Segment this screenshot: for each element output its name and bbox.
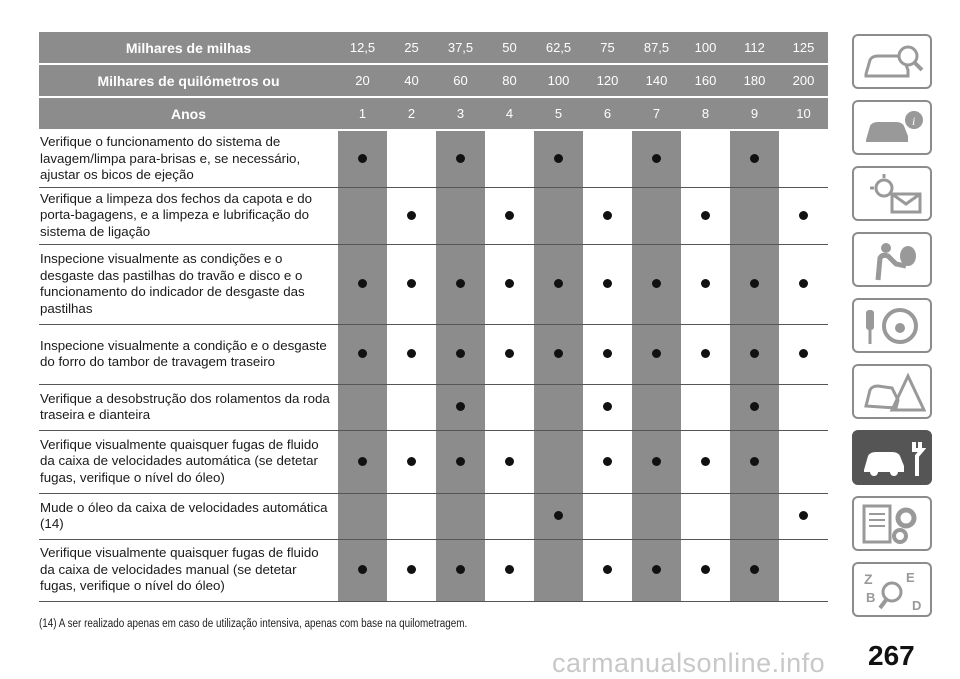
header-years-value: 1 — [338, 97, 387, 130]
schedule-cell — [338, 130, 387, 187]
header-miles-value: 12,5 — [338, 32, 387, 64]
schedule-cell — [387, 130, 436, 187]
schedule-cell — [681, 130, 730, 187]
header-years-value: 2 — [387, 97, 436, 130]
header-km-value: 40 — [387, 64, 436, 97]
service-dot-icon — [456, 565, 465, 574]
schedule-cell — [730, 384, 779, 430]
schedule-cell — [583, 384, 632, 430]
chapter-tab-key-steering-wheel[interactable] — [852, 298, 932, 353]
schedule-cell — [632, 130, 681, 187]
task-description: Inspecione visualmente as condições e o desgaste das pastilhas do travão e disco e o funcionamento do indicador de desgaste das pastilhas — [39, 244, 338, 324]
chapter-tab-airbag-seat[interactable] — [852, 232, 932, 287]
table-row — [39, 244, 828, 324]
schedule-cell — [338, 493, 387, 539]
schedule-cell — [485, 493, 534, 539]
schedule-cell — [387, 324, 436, 384]
schedule-cell — [730, 244, 779, 324]
schedule-cell — [632, 187, 681, 244]
task-description: Mude o óleo da caixa de velocidades automática (14) — [39, 493, 338, 539]
service-dot-icon — [407, 565, 416, 574]
table-row — [39, 324, 828, 384]
schedule-cell — [387, 244, 436, 324]
schedule-cell — [485, 324, 534, 384]
schedule-cell — [436, 130, 485, 187]
schedule-cell — [779, 244, 828, 324]
page-number: 267 — [868, 640, 915, 671]
schedule-cell — [387, 430, 436, 493]
schedule-cell — [730, 430, 779, 493]
schedule-cell — [681, 539, 730, 601]
schedule-cell — [730, 187, 779, 244]
service-dot-icon — [456, 349, 465, 358]
header-years-value: 3 — [436, 97, 485, 130]
schedule-cell — [387, 384, 436, 430]
chapter-tab-specifications-gear[interactable] — [852, 496, 932, 551]
footnote: (14) A ser realizado apenas em caso de utilização intensiva, apenas com base na quilometragem. — [39, 618, 468, 630]
service-dot-icon — [456, 402, 465, 411]
service-dot-icon — [358, 279, 367, 288]
header-miles-value: 62,5 — [534, 32, 583, 64]
schedule-cell — [338, 430, 387, 493]
schedule-cell — [681, 324, 730, 384]
task-description: Verifique a limpeza dos fechos da capota e do porta-bagagens, e a limpeza e lubrificação do sistema de ligação — [39, 187, 338, 244]
header-km-value: 80 — [485, 64, 534, 97]
schedule-cell — [338, 187, 387, 244]
header-km-value: 140 — [632, 64, 681, 97]
header-years-value: 4 — [485, 97, 534, 130]
header-miles-value: 37,5 — [436, 32, 485, 64]
header-years-value: 7 — [632, 97, 681, 130]
schedule-cell — [779, 384, 828, 430]
schedule-cell — [632, 539, 681, 601]
header-miles-value: 75 — [583, 32, 632, 64]
schedule-cell — [485, 430, 534, 493]
schedule-cell — [534, 493, 583, 539]
chapter-tab-warning-light-message[interactable] — [852, 166, 932, 221]
task-description: Inspecione visualmente a condição e o desgaste do forro do tambor de travagem traseiro — [39, 324, 338, 384]
svg-text:i: i — [912, 114, 916, 128]
header-km-label: Milhares de quilómetros ou — [39, 64, 338, 97]
service-dot-icon — [358, 154, 367, 163]
svg-text:B: B — [866, 590, 876, 605]
schedule-cell — [583, 430, 632, 493]
chapter-tab-car-search[interactable] — [852, 34, 932, 89]
service-dot-icon — [505, 565, 514, 574]
schedule-cell — [387, 539, 436, 601]
service-dot-icon — [701, 457, 710, 466]
schedule-cell — [387, 187, 436, 244]
chapter-tab-car-maintenance-wrench[interactable] — [852, 430, 932, 485]
service-dot-icon — [652, 154, 661, 163]
header-years-value: 10 — [779, 97, 828, 130]
service-dot-icon — [799, 511, 808, 520]
header-years-value: 6 — [583, 97, 632, 130]
service-dot-icon — [505, 279, 514, 288]
service-dot-icon — [505, 211, 514, 220]
service-dot-icon — [554, 279, 563, 288]
watermark: carmanualsonline.info — [552, 648, 826, 678]
schedule-cell — [681, 384, 730, 430]
schedule-cell — [583, 130, 632, 187]
schedule-cell — [583, 539, 632, 601]
service-dot-icon — [456, 279, 465, 288]
schedule-cell — [338, 539, 387, 601]
schedule-cell — [436, 244, 485, 324]
schedule-cell — [534, 430, 583, 493]
schedule-cell — [632, 430, 681, 493]
schedule-cell — [730, 324, 779, 384]
service-dot-icon — [456, 457, 465, 466]
service-dot-icon — [652, 457, 661, 466]
service-dot-icon — [799, 211, 808, 220]
schedule-cell — [436, 324, 485, 384]
schedule-cell — [779, 493, 828, 539]
schedule-cell — [534, 244, 583, 324]
service-dot-icon — [652, 565, 661, 574]
service-dot-icon — [407, 211, 416, 220]
service-dot-icon — [652, 279, 661, 288]
schedule-cell — [338, 384, 387, 430]
service-dot-icon — [554, 349, 563, 358]
schedule-cell — [534, 187, 583, 244]
table-row — [39, 187, 828, 244]
service-dot-icon — [603, 349, 612, 358]
schedule-cell — [485, 384, 534, 430]
header-km-value: 180 — [730, 64, 779, 97]
service-dot-icon — [505, 457, 514, 466]
service-dot-icon — [701, 279, 710, 288]
schedule-cell — [387, 493, 436, 539]
schedule-cell — [632, 244, 681, 324]
service-dot-icon — [603, 402, 612, 411]
header-km-value: 60 — [436, 64, 485, 97]
table-row — [39, 539, 828, 601]
service-dot-icon — [456, 154, 465, 163]
schedule-cell — [534, 384, 583, 430]
schedule-cell — [485, 130, 534, 187]
service-dot-icon — [701, 349, 710, 358]
schedule-cell — [779, 324, 828, 384]
service-dot-icon — [750, 402, 759, 411]
header-km-value: 20 — [338, 64, 387, 97]
schedule-cell — [534, 539, 583, 601]
schedule-cell — [436, 384, 485, 430]
svg-text:Z: Z — [864, 571, 873, 587]
chapter-tab-alphabet-index-search[interactable] — [852, 562, 932, 617]
header-row-years — [39, 97, 828, 130]
table-row — [39, 130, 828, 187]
schedule-cell — [436, 539, 485, 601]
chapter-tab-car-crash-warning[interactable] — [852, 364, 932, 419]
schedule-cell — [681, 430, 730, 493]
service-dot-icon — [505, 349, 514, 358]
header-km-value: 160 — [681, 64, 730, 97]
maintenance-schedule-table — [39, 32, 828, 602]
service-dot-icon — [701, 211, 710, 220]
header-years-value: 9 — [730, 97, 779, 130]
schedule-cell — [583, 244, 632, 324]
schedule-cell — [632, 493, 681, 539]
svg-text:D: D — [912, 598, 922, 612]
svg-text:E: E — [906, 570, 915, 585]
schedule-cell — [534, 130, 583, 187]
service-dot-icon — [603, 565, 612, 574]
service-dot-icon — [750, 457, 759, 466]
service-dot-icon — [799, 279, 808, 288]
schedule-cell — [632, 384, 681, 430]
schedule-cell — [730, 130, 779, 187]
service-dot-icon — [554, 154, 563, 163]
service-dot-icon — [358, 565, 367, 574]
task-description: Verifique visualmente quaisquer fugas de fluido da caixa de velocidades automática (se detetar fugas, verifique o nível do óleo) — [39, 430, 338, 493]
schedule-cell — [583, 493, 632, 539]
service-dot-icon — [358, 457, 367, 466]
schedule-cell — [632, 324, 681, 384]
service-dot-icon — [603, 279, 612, 288]
header-miles-value: 112 — [730, 32, 779, 64]
schedule-cell — [779, 430, 828, 493]
table-row — [39, 493, 828, 539]
header-miles-label: Milhares de milhas — [39, 32, 338, 64]
schedule-cell — [485, 244, 534, 324]
service-dot-icon — [407, 349, 416, 358]
chapter-tab-car-info[interactable] — [852, 100, 932, 155]
schedule-cell — [485, 187, 534, 244]
header-years-value: 5 — [534, 97, 583, 130]
service-dot-icon — [407, 457, 416, 466]
service-dot-icon — [750, 565, 759, 574]
task-description: Verifique o funcionamento do sistema de lavagem/limpa para-brisas e, se necessário, ajustar os bicos de ejeção — [39, 130, 338, 187]
table-row — [39, 384, 828, 430]
header-row-km — [39, 64, 828, 97]
task-description: Verifique a desobstrução dos rolamentos da roda traseira e dianteira — [39, 384, 338, 430]
service-dot-icon — [603, 211, 612, 220]
service-dot-icon — [750, 349, 759, 358]
schedule-cell — [485, 539, 534, 601]
service-dot-icon — [799, 349, 808, 358]
schedule-cell — [583, 187, 632, 244]
task-description: Verifique visualmente quaisquer fugas de fluido da caixa de velocidades manual (se detetar fugas, verifique o nível do óleo) — [39, 539, 338, 601]
service-dot-icon — [750, 279, 759, 288]
header-miles-value: 87,5 — [632, 32, 681, 64]
schedule-cell — [338, 324, 387, 384]
schedule-cell — [779, 130, 828, 187]
table-row — [39, 430, 828, 493]
header-years-label: Anos — [39, 97, 338, 130]
schedule-cell — [534, 324, 583, 384]
header-miles-value: 100 — [681, 32, 730, 64]
schedule-cell — [779, 539, 828, 601]
schedule-cell — [436, 187, 485, 244]
service-dot-icon — [701, 565, 710, 574]
schedule-cell — [730, 493, 779, 539]
schedule-cell — [730, 539, 779, 601]
header-miles-value: 125 — [779, 32, 828, 64]
service-dot-icon — [358, 349, 367, 358]
schedule-cell — [779, 187, 828, 244]
header-row-miles — [39, 32, 828, 64]
schedule-cell — [338, 244, 387, 324]
schedule-cell — [583, 324, 632, 384]
header-km-value: 200 — [779, 64, 828, 97]
schedule-cell — [436, 493, 485, 539]
schedule-cell — [436, 430, 485, 493]
schedule-cell — [681, 187, 730, 244]
header-miles-value: 50 — [485, 32, 534, 64]
header-miles-value: 25 — [387, 32, 436, 64]
service-dot-icon — [652, 349, 661, 358]
service-dot-icon — [407, 279, 416, 288]
header-km-value: 100 — [534, 64, 583, 97]
service-dot-icon — [554, 511, 563, 520]
header-years-value: 8 — [681, 97, 730, 130]
schedule-cell — [681, 493, 730, 539]
header-km-value: 120 — [583, 64, 632, 97]
schedule-cell — [681, 244, 730, 324]
service-dot-icon — [603, 457, 612, 466]
service-dot-icon — [750, 154, 759, 163]
